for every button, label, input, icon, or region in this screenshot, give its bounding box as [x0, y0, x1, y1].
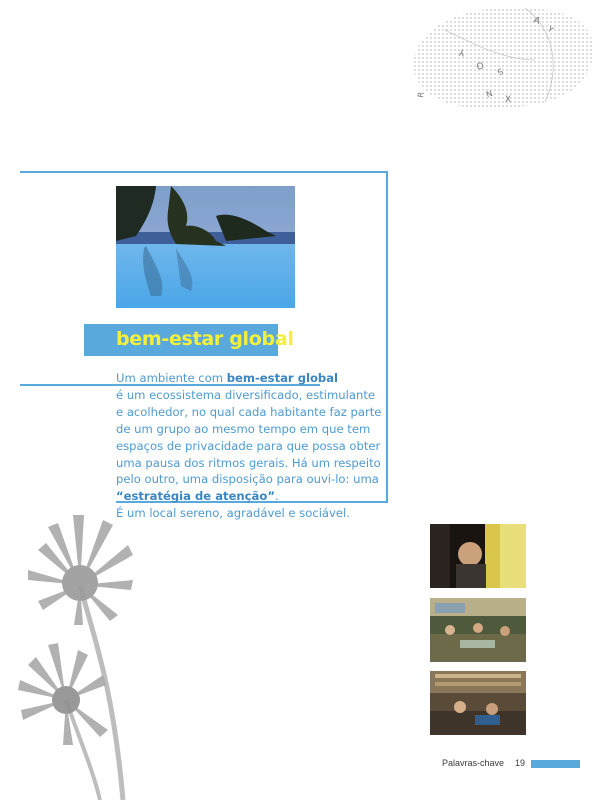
- svg-text:Y: Y: [458, 46, 466, 57]
- body-line: espaços de privacidade para que possa obter: [116, 438, 381, 453]
- page-number: 19: [515, 758, 526, 768]
- svg-text:X: X: [505, 95, 512, 105]
- footer-accent-bar: [531, 760, 580, 768]
- footer-section-label: Palavras-chave: [442, 758, 505, 768]
- section-title-band: [84, 324, 294, 356]
- dandelion-flowers-illustration: [18, 515, 143, 800]
- frame-right-line: [386, 171, 388, 503]
- body-text-span: .: [274, 489, 279, 504]
- body-line: uma pausa dos ritmos gerais. Há um respeito: [116, 455, 381, 470]
- frame-top-line: [20, 171, 388, 173]
- thumbnail-library-photo: [430, 671, 526, 735]
- section-title: bem-estar global: [116, 328, 294, 350]
- body-line: pelo outro, uma disposição para ouvi-lo: uma: [116, 472, 379, 487]
- infinity-pool-photo: [116, 186, 295, 308]
- svg-text:N: N: [484, 88, 494, 99]
- svg-text:S: S: [495, 66, 505, 77]
- dotted-letter-globe-graphic: [405, 0, 600, 125]
- svg-text:A: A: [531, 15, 542, 27]
- svg-text:O: O: [475, 59, 485, 71]
- svg-text:R: R: [416, 91, 426, 99]
- body-line: [116, 488, 376, 505]
- thumbnail-classroom-photo: [430, 598, 526, 662]
- article-body: [116, 370, 382, 522]
- bold-term: “estratégia de atenção”: [116, 489, 275, 504]
- bold-term: bem-estar global: [226, 371, 339, 385]
- body-text-span: Um ambiente com: [116, 371, 227, 385]
- body-line: e acolhedor, no qual cada habitante faz parte: [116, 404, 382, 419]
- thumbnail-child-at-window-photo: [430, 524, 526, 588]
- body-line: é um ecossistema diversificado, estimulante: [116, 387, 375, 402]
- body-line: É um local sereno, agradável e sociável.: [116, 506, 350, 521]
- body-line: de um grupo ao mesmo tempo em que tem: [116, 421, 371, 436]
- body-line: [116, 370, 376, 387]
- svg-text:Y: Y: [545, 24, 556, 35]
